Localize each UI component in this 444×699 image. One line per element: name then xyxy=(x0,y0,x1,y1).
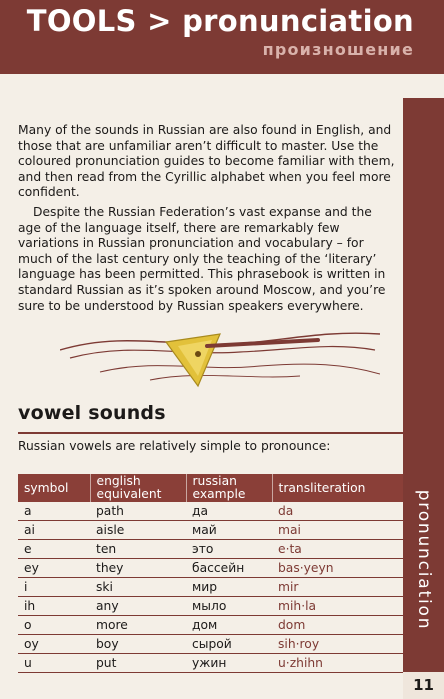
transliteration-cell: mir xyxy=(272,578,403,597)
section-divider xyxy=(18,432,403,434)
header-transliteration: transliteration xyxy=(272,474,403,502)
balalaika-soundhole xyxy=(195,351,201,357)
side-tab-label-text: pronunciation xyxy=(413,489,434,631)
table-row xyxy=(18,502,403,521)
russian-example-cell: ужин xyxy=(186,654,272,673)
symbol-cell: ih xyxy=(18,597,90,616)
russian-example-cell: дом xyxy=(186,616,272,635)
symbol-cell: o xyxy=(18,616,90,635)
vowel-rows xyxy=(18,502,403,673)
header-symbol: symbol xyxy=(18,474,90,502)
section-title: vowel sounds xyxy=(18,402,166,424)
english-equivalent-cell: boy xyxy=(90,635,186,654)
english-equivalent-cell: more xyxy=(90,616,186,635)
english-equivalent-cell: ski xyxy=(90,578,186,597)
english-equivalent-cell: ten xyxy=(90,540,186,559)
symbol-cell: i xyxy=(18,578,90,597)
russian-example-cell: сырой xyxy=(186,635,272,654)
symbol-cell: oy xyxy=(18,635,90,654)
table-row xyxy=(18,540,403,559)
russian-example-cell: май xyxy=(186,521,272,540)
section-intro: Russian vowels are relatively simple to pronounce: xyxy=(18,439,331,453)
russian-example-cell: это xyxy=(186,540,272,559)
russian-example-cell: да xyxy=(186,502,272,521)
transliteration-cell: u·zhihn xyxy=(272,654,403,673)
page-subtitle: произношение xyxy=(262,40,414,59)
russian-example-cell: бассейн xyxy=(186,559,272,578)
symbol-cell: ai xyxy=(18,521,90,540)
table-row xyxy=(18,616,403,635)
english-equivalent-cell: path xyxy=(90,502,186,521)
symbol-cell: e xyxy=(18,540,90,559)
intro-paragraph-2: Despite the Russian Federation’s vast expanse and the age of the language itself, there are remarkably few variations in Russian pronunciation and vocabulary – for much of the last century only the teaching of the ‘literary’ language has been permitted. This phrasebook is written in standard Russian as it’s spoken around Moscow, and you’re sure to be understood by Russian speakers everywhere. xyxy=(18,205,386,313)
swirl-line xyxy=(60,333,380,350)
page-header xyxy=(0,0,444,74)
vowel-table xyxy=(18,474,403,673)
side-tab-label xyxy=(403,470,444,650)
balalaika-icon xyxy=(60,320,380,390)
english-equivalent-cell: aisle xyxy=(90,521,186,540)
table-row xyxy=(18,597,403,616)
intro-paragraph-1: Many of the sounds in Russian are also found in English, and those that are unfamiliar aren’t difficult to master. Use the coloured pronunciation guides to become familiar with them, and then read from the Cyrillic alphabet when you feel more confident. xyxy=(18,123,395,200)
transliteration-cell: da xyxy=(272,502,403,521)
russian-example-cell: мир xyxy=(186,578,272,597)
table-row xyxy=(18,559,403,578)
russian-example-cell: мыло xyxy=(186,597,272,616)
symbol-cell: ey xyxy=(18,559,90,578)
english-equivalent-cell: they xyxy=(90,559,186,578)
transliteration-cell: mih·la xyxy=(272,597,403,616)
page-title: TOOLS > pronunciation xyxy=(26,4,414,38)
transliteration-cell: e·ta xyxy=(272,540,403,559)
table-row xyxy=(18,654,403,673)
table-row xyxy=(18,521,403,540)
symbol-cell: a xyxy=(18,502,90,521)
page-number: 11 xyxy=(403,672,444,699)
swirl-line xyxy=(100,364,380,374)
table-row xyxy=(18,635,403,654)
symbol-cell: u xyxy=(18,654,90,673)
swirl-line xyxy=(70,347,375,358)
swirl-line xyxy=(150,375,300,380)
table-header-row xyxy=(18,474,403,502)
english-equivalent-cell: any xyxy=(90,597,186,616)
header-english-equivalent: english equivalent xyxy=(90,474,186,502)
transliteration-cell: dom xyxy=(272,616,403,635)
transliteration-cell: sih·roy xyxy=(272,635,403,654)
transliteration-cell: bas·yeyn xyxy=(272,559,403,578)
header-russian-example: russian example xyxy=(186,474,272,502)
table-row xyxy=(18,578,403,597)
transliteration-cell: mai xyxy=(272,521,403,540)
english-equivalent-cell: put xyxy=(90,654,186,673)
